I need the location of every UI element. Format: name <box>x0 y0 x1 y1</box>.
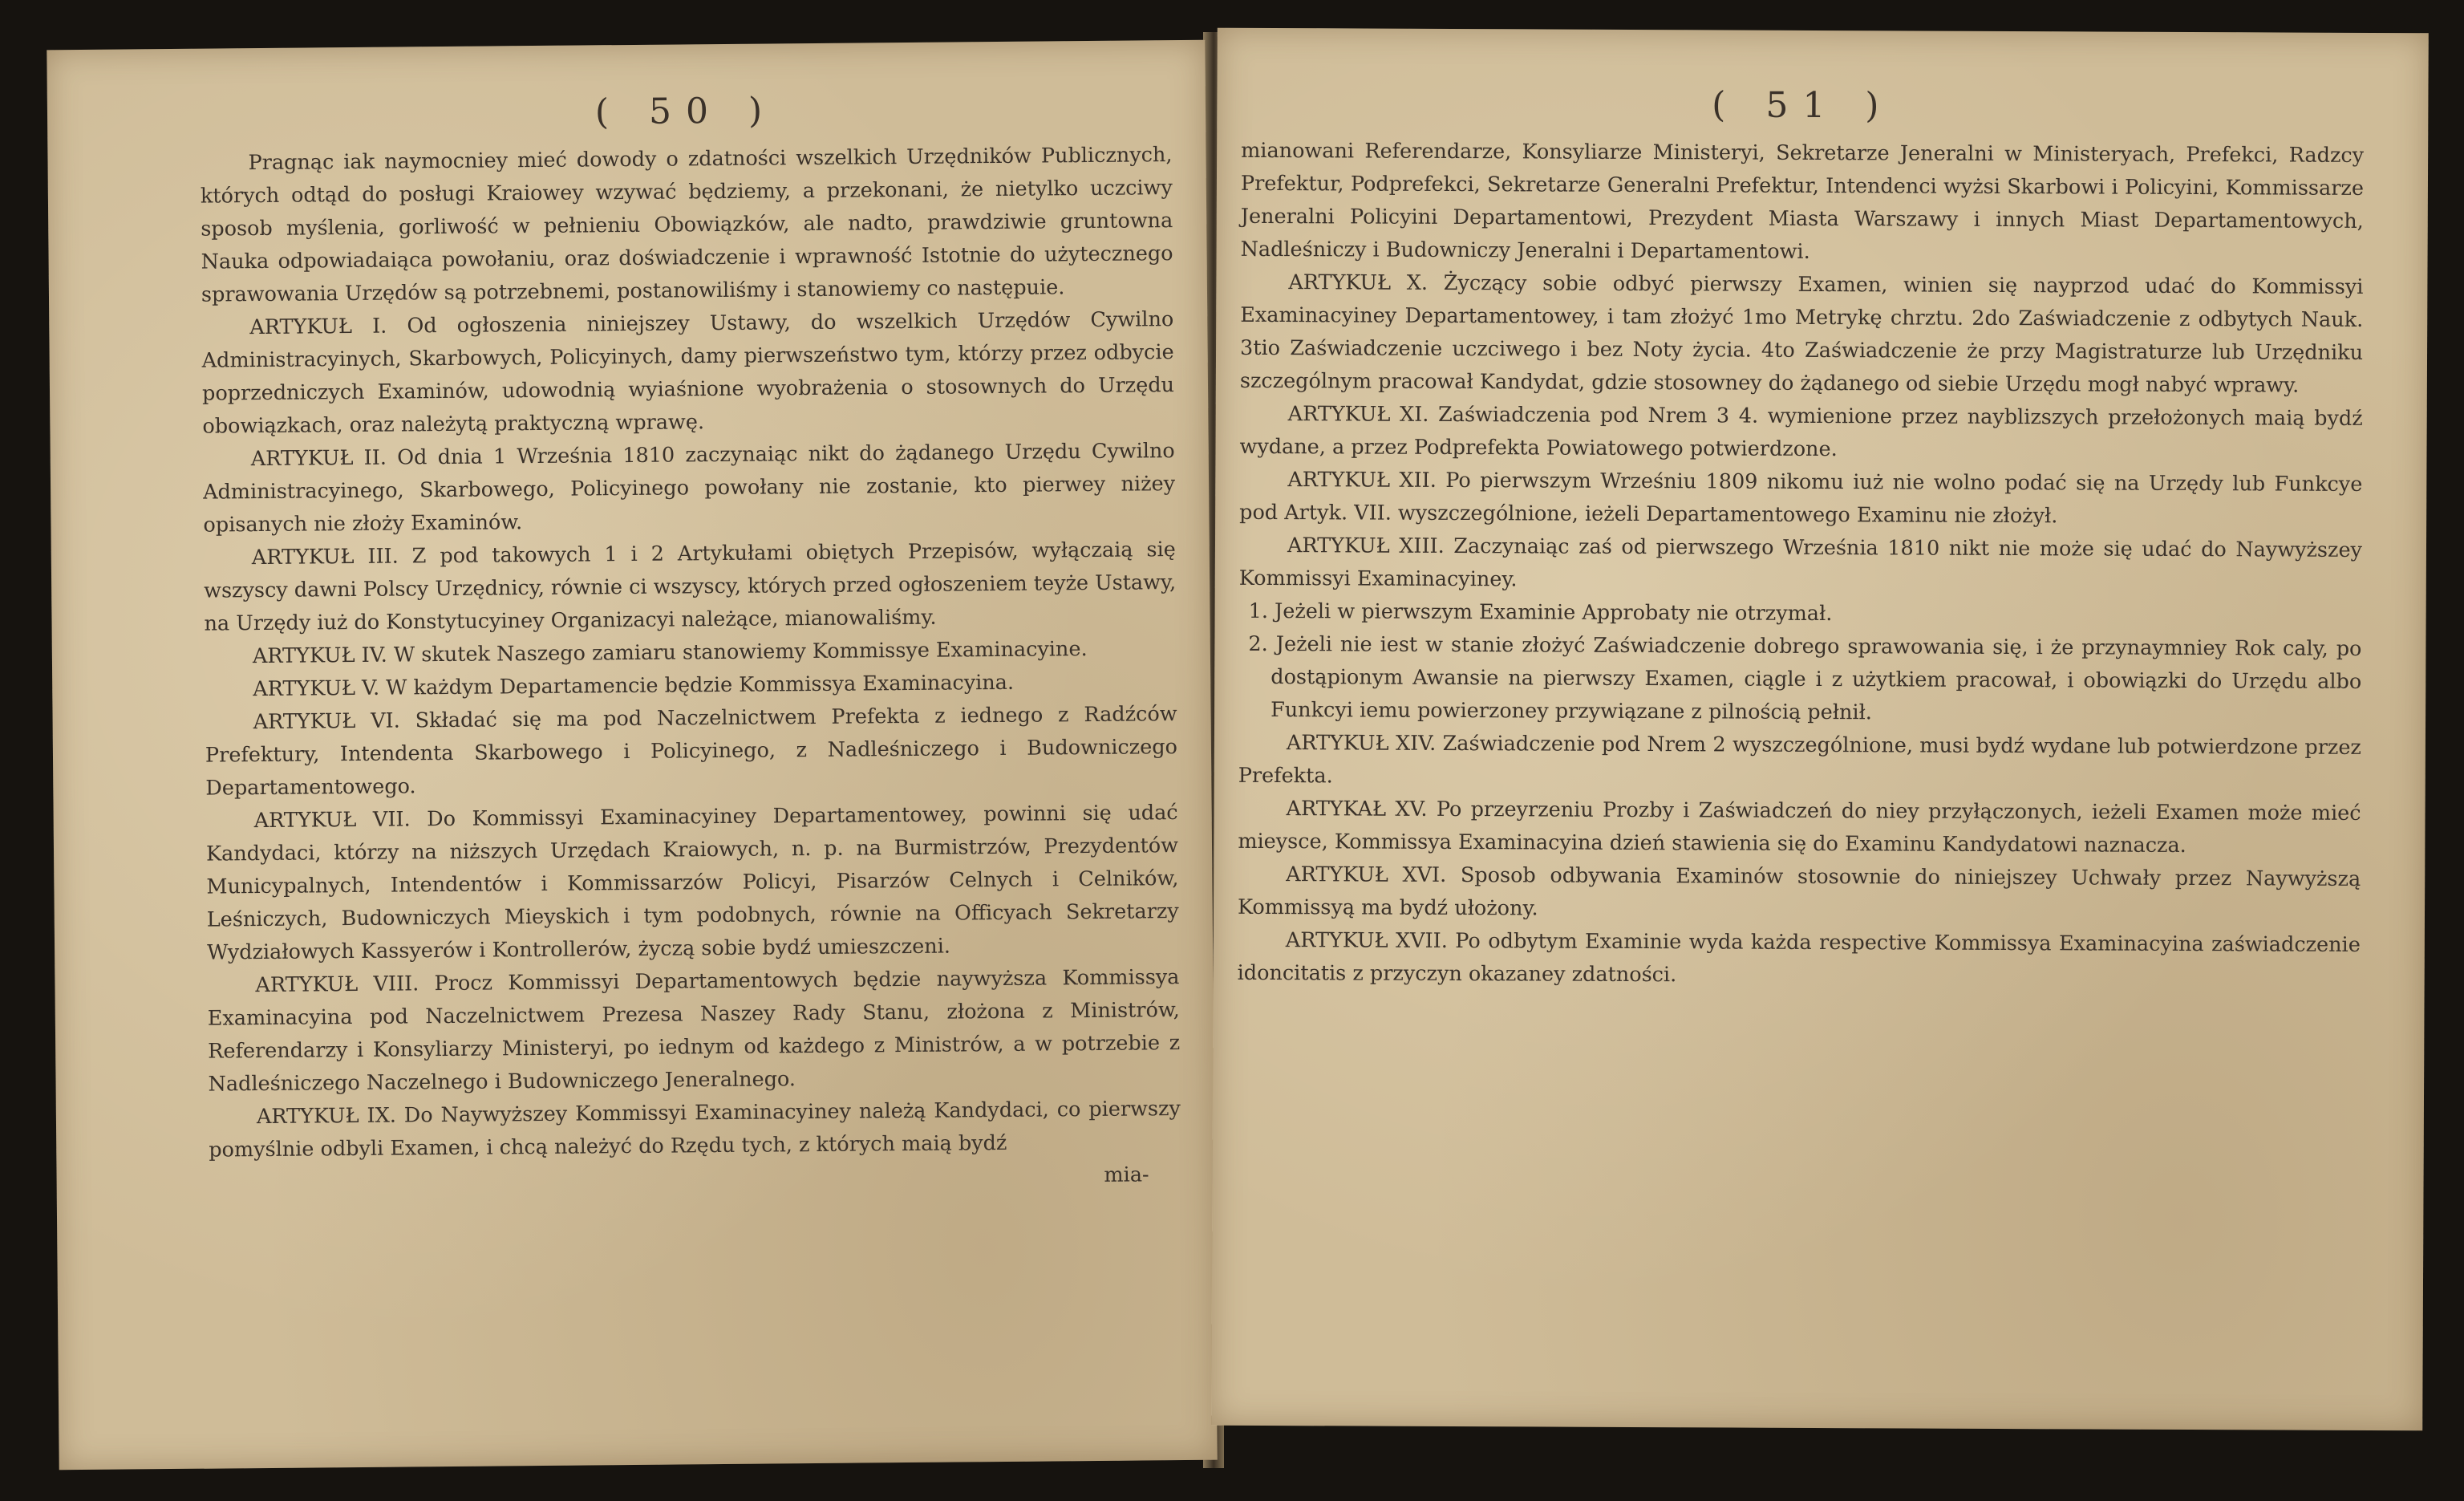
article-13: ARTYKUŁ XIII. Zaczynaiąc zaś od pierwszego Września 1810 nikt nie może się udać do Naywyższey Kommissyi Examinacyiney. <box>1238 533 2363 592</box>
article-14: ARTYKUŁ XIV. Zaświadczenie pod Nrem 2 wyszczególnione, musi bydź wydane lub potwierdzone przez Prefekta. <box>1238 731 2361 789</box>
article-13-item-1: 1. Jeżeli w pierwszym Examinie Approbaty nie otrzymał. <box>1248 598 1833 627</box>
article-9: ARTYKUŁ IX. Do Naywyższey Kommissyi Examinacyiney należą Kandydaci, co pierwszy pomyślnie odbyli Examen, i chcą należyć do Rzędu tych, z których maią bydź <box>209 1097 1181 1162</box>
preamble-paragraph: Pragnąc iak naymocniey mieć dowody o zdatności wszelkich Urzędników Publicznych, których odtąd do posługi Kraiowey wzywać będziemy, a przekonani, że nietylko uczciwy sposob myślenia, gorliwość w pełnieniu Obowiązków, ale nadto, prawdziwie gruntowna Nauka odpowiadaiąca powołaniu, oraz doświadczenie i wprawność Istotnie do użytecznego sprawowania Urzędów są potrzebnemi, postanowiliśmy i stanowiemy co następuie. <box>200 143 1173 307</box>
right-page-body <box>1238 135 2365 995</box>
article-5: ARTYKUŁ V. W każdym Departamencie będzie Kommissya Examinacyina. <box>253 670 1015 702</box>
article-2: ARTYKUŁ II. Od dnia 1 Września 1810 zaczynaiąc nikt do żądanego Urzędu Cywilno Administracyinego, Skarbowego, Policyinego powołany nie zostanie, kto pierwey niżey opisanych nie złoży Examinów. <box>202 439 1176 538</box>
left-page <box>47 40 1217 1471</box>
page-number-right: ( 51 ) <box>1712 84 1894 127</box>
article-7: ARTYKUŁ VII. Do Kommissyi Examinacyiney Departamentowey, powinni się udać Kandydaci, którzy na niższych Urzędach Kraiowych, n. p. na Burmistrzów, Prezydentów Municypalnych, Intendentów i Kommissarzów Policyi, Pisarzów Celnych i Celników, Leśniczych, Budowniczych Mieyskich i tym podobnych, równie na Officyach Sekretarzy Wydziałowych Kassyerów i Kontrollerów, życzą sobie bydź umieszczeni. <box>205 801 1179 965</box>
article-15: ARTYKAŁ XV. Po przeyrzeniu Prozby i Zaświadczeń do niey przyłączonych, ieżeli Examen może mieć mieysce, Kommissya Examinacyina dzień stawienia się do Examinu Kandydatowi naznacza. <box>1238 797 2361 858</box>
continuation-paragraph: mianowani Referendarze, Konsyliarze Ministeryi, Sekretarze Jeneralni w Ministeryach, Prefekci, Radzcy Prefektur, Podprefekci, Sekretarze Generalni Prefektur, Intendenci wyżsi Skarbowi i Policyini, Kommissarze Jeneralni Policyini Departamentowi, Prezydent Miasta Warszawy i innych Miast Departamentowych, Nadleśniczy i Budowniczy Jeneralni i Departamentowi. <box>1240 138 2365 264</box>
article-17: ARTYKUŁ XVII. Po odbytym Examinie wyda każda respective Kommissya Examinacyina zaświadczenie idoncitatis z przyczyn okazaney zdatności. <box>1237 928 2361 988</box>
article-8: ARTYKUŁ VIII. Procz Kommissyi Departamentowych będzie naywyższa Kommissya Examinacyina pod Naczelnictwem Prezesa Naszey Rady Stanu, złożona z Ministrów, Referendarzy i Konsyliarzy Ministeryi, po iednym od każdego z Ministrów, a w potrzebie z Nadleśniczego Naczelnego i Budowniczego Jeneralnego. <box>207 965 1181 1097</box>
article-12: ARTYKUŁ XII. Po pierwszym Wrześniu 1809 nikomu iuż nie wolno podać się na Urzędy lub Funkcye pod Artyk. VII. wyszczególnione, ieżeli Departamentowego Examinu nie złożył. <box>1239 468 2363 529</box>
article-13-item-2: 2. Jeżeli nie iest w stanie złożyć Zaświadczenie dobrego sprawowania się, i że przynaymniey Rok caly, po dostąpionym Awansie na pierwszy Examen, ciągle i z użytkiem pracował, i obowiązki do Urzędu albo Funkcyi iemu powierzoney przywiązane z pilnością pełnił. <box>1248 631 2362 725</box>
article-3: ARTYKUŁ III. Z pod takowych 1 i 2 Artykułami obiętych Przepisów, wyłączaią się wszyscy dawni Polscy Urzędnicy, równie ci wszyscy, których przed ogłoszeniem teyże Ustawy, na Urzędy iuż do Konstytucyiney Organizacyi należące, mianowaliśmy. <box>204 538 1177 636</box>
article-1: ARTYKUŁ I. Od ogłoszenia niniejszey Ustawy, do wszelkich Urzędów Cywilno Administracyinych, Skarbowych, Policyinych, damy pierwszeństwo tym, którzy przez odbycie poprzedniczych Examinów, udowodnią wyiaśnione wyobrażenia o stosownych do Urzędu obowiązkach, oraz należytą praktyczną wprawę. <box>201 307 1175 439</box>
article-4: ARTYKUŁ IV. W skutek Naszego zamiaru stanowiemy Kommissye Examinacyine. <box>252 637 1088 669</box>
catchword: mia- <box>1104 1162 1149 1187</box>
article-10: ARTYKUŁ X. Życzący sobie odbyć pierwszy Examen, winien się nayprzod udać do Kommissyi Examinacyiney Departamentowey, i tam złożyć 1mo Metrykę chrztu. 2do Zaświadczenie z odbytych Nauk. 3tio Zaświadczenie uczciwego i bez Noty życia. 4to Zaświadczenie że przy Magistraturze lub Urzędniku szczególnym pracował Kandydat, gdzie stosowney do żądanego od siebie Urzędu mogł nabyć wprawy. <box>1239 270 2364 398</box>
right-page <box>1211 28 2429 1431</box>
article-16: ARTYKUŁ XVI. Sposob odbywania Examinów stosownie do niniejszey Uchwały przez Naywyższą Kommissyą ma bydź ułożony. <box>1237 862 2361 921</box>
article-11: ARTYKUŁ XI. Zaświadczenia pod Nrem 3 4. wymienione przez nayblizszych przełożonych maią bydź wydane, a przez Podprefekta Powiatowego potwierdzone. <box>1239 402 2363 462</box>
left-page-body <box>200 139 1181 1200</box>
page-number-left: ( 50 ) <box>594 90 777 133</box>
article-6: ARTYKUŁ VI. Składać się ma pod Naczelnictwem Prefekta z iednego z Radźców Prefektury, Intendenta Skarbowego i Policyinego, z Nadleśniczego i Budowniczego Departamentowego. <box>205 702 1178 801</box>
